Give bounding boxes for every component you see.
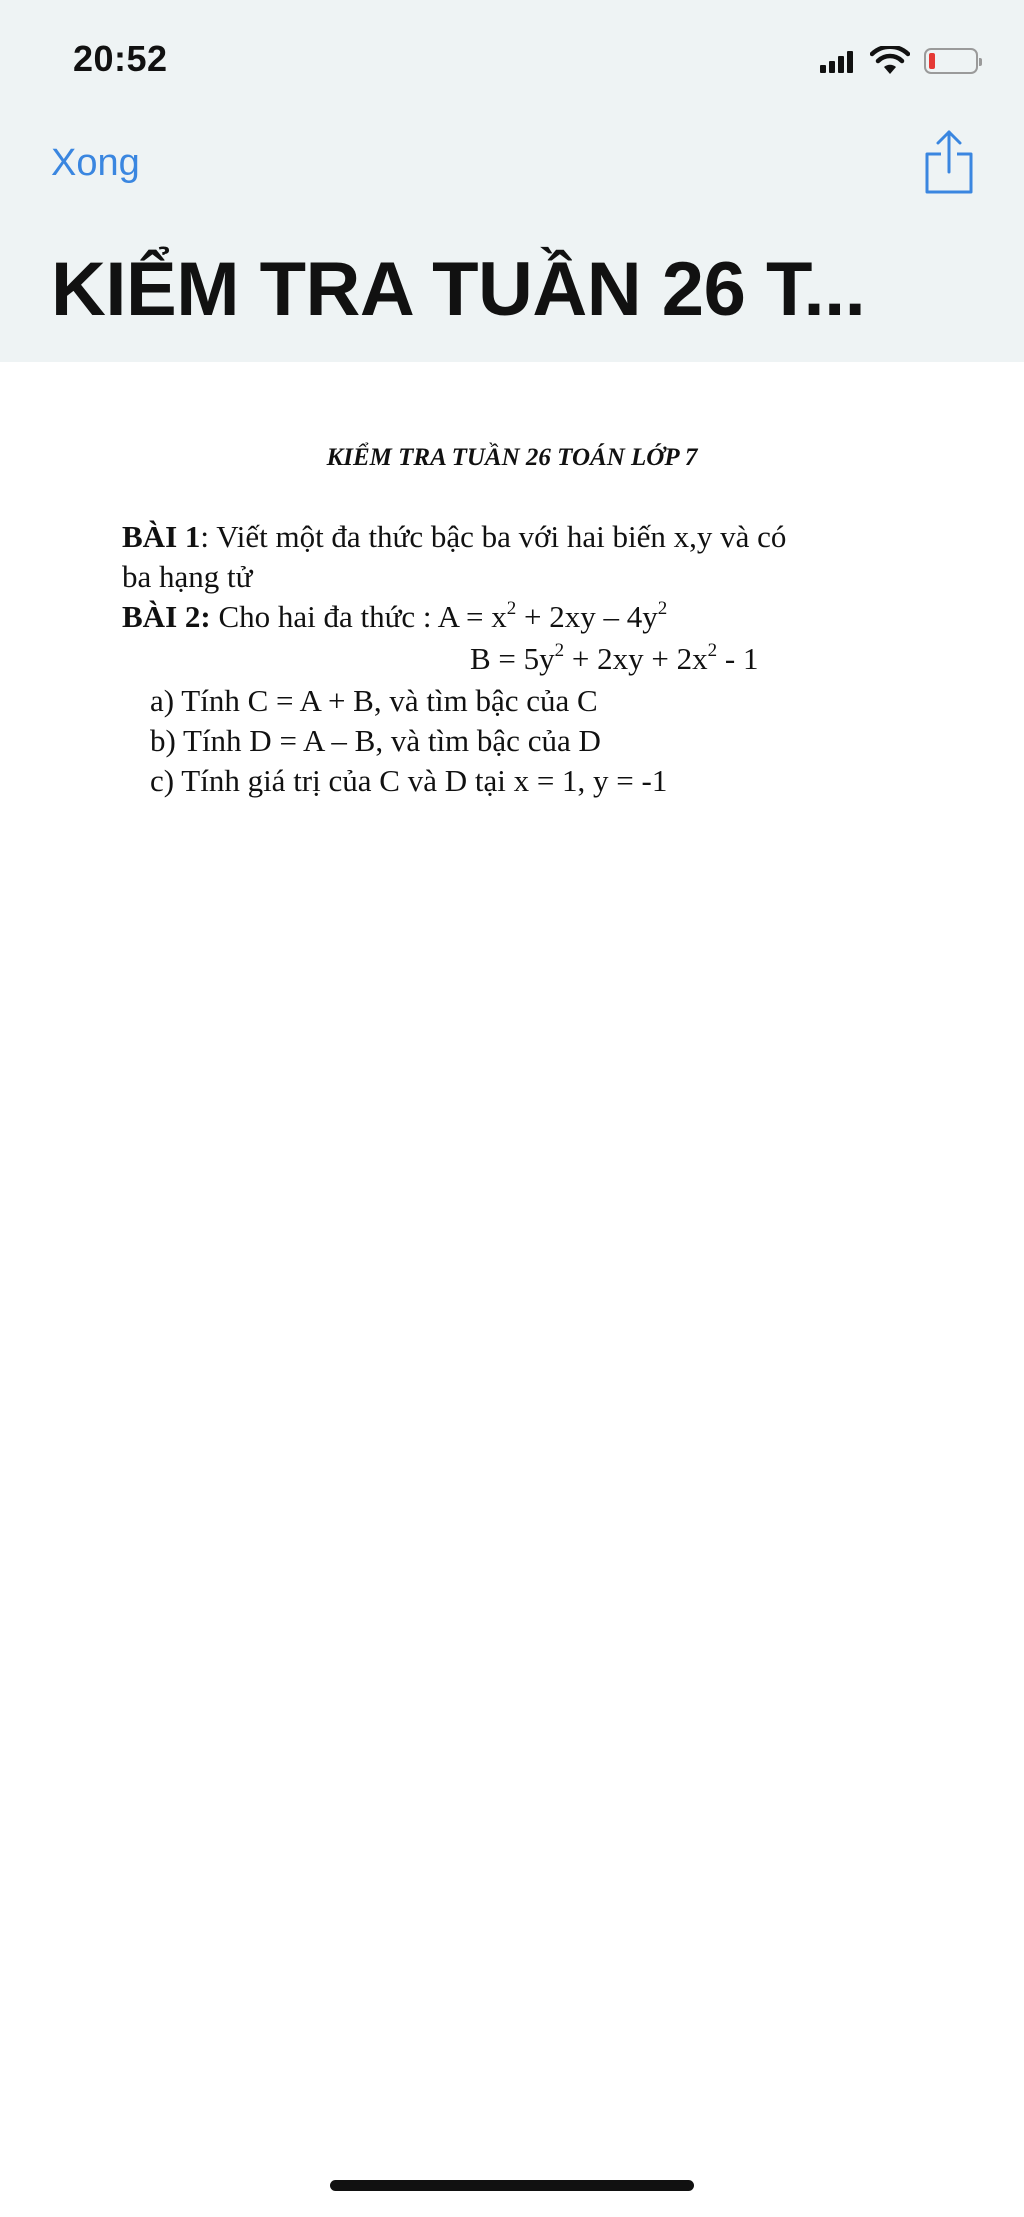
b-start: B = 5y bbox=[470, 641, 555, 676]
bai1-line1 bbox=[122, 520, 786, 554]
bai2-part-b: b) Tính D = A – B, và tìm bậc của D bbox=[150, 723, 601, 758]
bai2-intro: Cho hai đa thức : A = x bbox=[210, 599, 507, 634]
bai2-part-c: c) Tính giá trị của C và D tại x = 1, y = -1 bbox=[150, 763, 668, 798]
b-mid: + 2xy + 2x bbox=[564, 641, 708, 676]
status-icons bbox=[820, 44, 978, 78]
b-end: - 1 bbox=[717, 641, 759, 676]
done-button[interactable]: Xong bbox=[51, 142, 140, 184]
battery-nub bbox=[979, 58, 982, 66]
bai1-label: BÀI 1 bbox=[122, 519, 201, 554]
bai2-polynomial-b bbox=[470, 642, 758, 676]
battery-level bbox=[929, 53, 935, 69]
wifi-icon bbox=[870, 46, 910, 76]
document-view bbox=[0, 362, 1024, 2217]
page-title: KIỂM TRA TUẦN 26 T... bbox=[51, 247, 866, 332]
share-icon[interactable] bbox=[923, 128, 975, 196]
home-indicator[interactable] bbox=[330, 2180, 694, 2191]
battery-icon bbox=[924, 48, 978, 74]
a-mid: + 2xy – 4y bbox=[516, 599, 658, 634]
bai1-text: : Viết một đa thức bậc ba với hai biến x,y và có bbox=[200, 519, 787, 554]
app-header bbox=[0, 0, 1024, 362]
document-title: KIỂM TRA TUẦN 26 TOÁN LỚP 7 bbox=[326, 444, 698, 471]
signal-icon bbox=[820, 49, 856, 73]
bai2-label: BÀI 2: bbox=[122, 599, 211, 634]
b-sup2: 2 bbox=[707, 640, 718, 661]
b-sup1: 2 bbox=[554, 640, 565, 661]
a-sup2: 2 bbox=[657, 598, 668, 619]
bai2-line1 bbox=[122, 600, 667, 634]
a-sup1: 2 bbox=[506, 598, 517, 619]
status-time: 20:52 bbox=[73, 38, 168, 79]
bai2-part-a: a) Tính C = A + B, và tìm bậc của C bbox=[150, 683, 598, 718]
bai1-line2: ba hạng tử bbox=[122, 559, 253, 594]
